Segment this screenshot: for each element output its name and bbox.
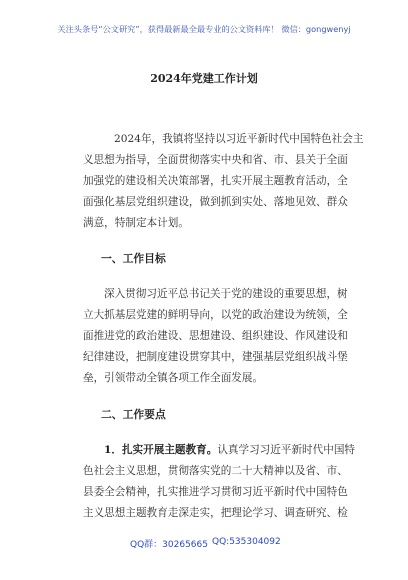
document-title: 2024年党建工作计划	[150, 72, 258, 85]
section1-line-4: 纪律建设，把制度建设贯穿其中，建强基层党组织战斗堡	[83, 351, 348, 363]
section2-item1-line-2: 色社会主义思想，贯彻落实党的二十大精神以及省、市、	[83, 465, 348, 477]
section2-item1-line-4: 主义思想主题教育走深走实，把理论学习、调查研究、检	[83, 507, 348, 519]
footer-qq-group: QQ群：30265665	[130, 540, 208, 550]
section1-heading: 一、工作目标	[101, 252, 166, 265]
section1-line-5: 垒，引领带动全镇各项工作全面发展。	[83, 372, 264, 384]
section2-heading: 二、工作要点	[101, 408, 166, 421]
section1-line-2: 立大抓基层党建的鲜明导向，以党的政治建设为统领，全	[83, 309, 348, 321]
section2-item1-first-line	[104, 442, 355, 457]
intro-line-4: 面强化基层党组织建设，做到抓到实处、落地见效、群众	[83, 196, 348, 208]
intro-line-1: 2024年，我镇将坚持以习近平新时代中国特色社会主	[114, 133, 364, 145]
intro-line-2: 义思想为指导，全面贯彻落实中央和省、市、县关于全面	[83, 154, 348, 166]
section2-item1-line-3: 县委全会精神，扎实推进学习贯彻习近平新时代中国特色	[83, 486, 348, 498]
item1-label: 1．扎实开展主题教育。	[104, 444, 218, 456]
footer-qq-contact: QQ:535304092	[212, 537, 281, 547]
intro-line-3: 加强党的建设相关决策部署，扎实开展主题教育活动，全	[83, 175, 348, 187]
section1-line-3: 面推进党的政治建设、思想建设、组织建设、作风建设和	[83, 330, 348, 342]
header-notice: 关注头条号“公文研究”，获得最新最全最专业的公文资料库！ 微信：gongwenyj	[57, 24, 351, 34]
section1-line-1: 深入贯彻习近平总书记关于党的建设的重要思想，树	[104, 288, 348, 300]
item1-first-rest: 认真学习习近平新时代中国特	[217, 444, 356, 456]
intro-line-5: 满意，特制定本计划。	[83, 217, 189, 229]
